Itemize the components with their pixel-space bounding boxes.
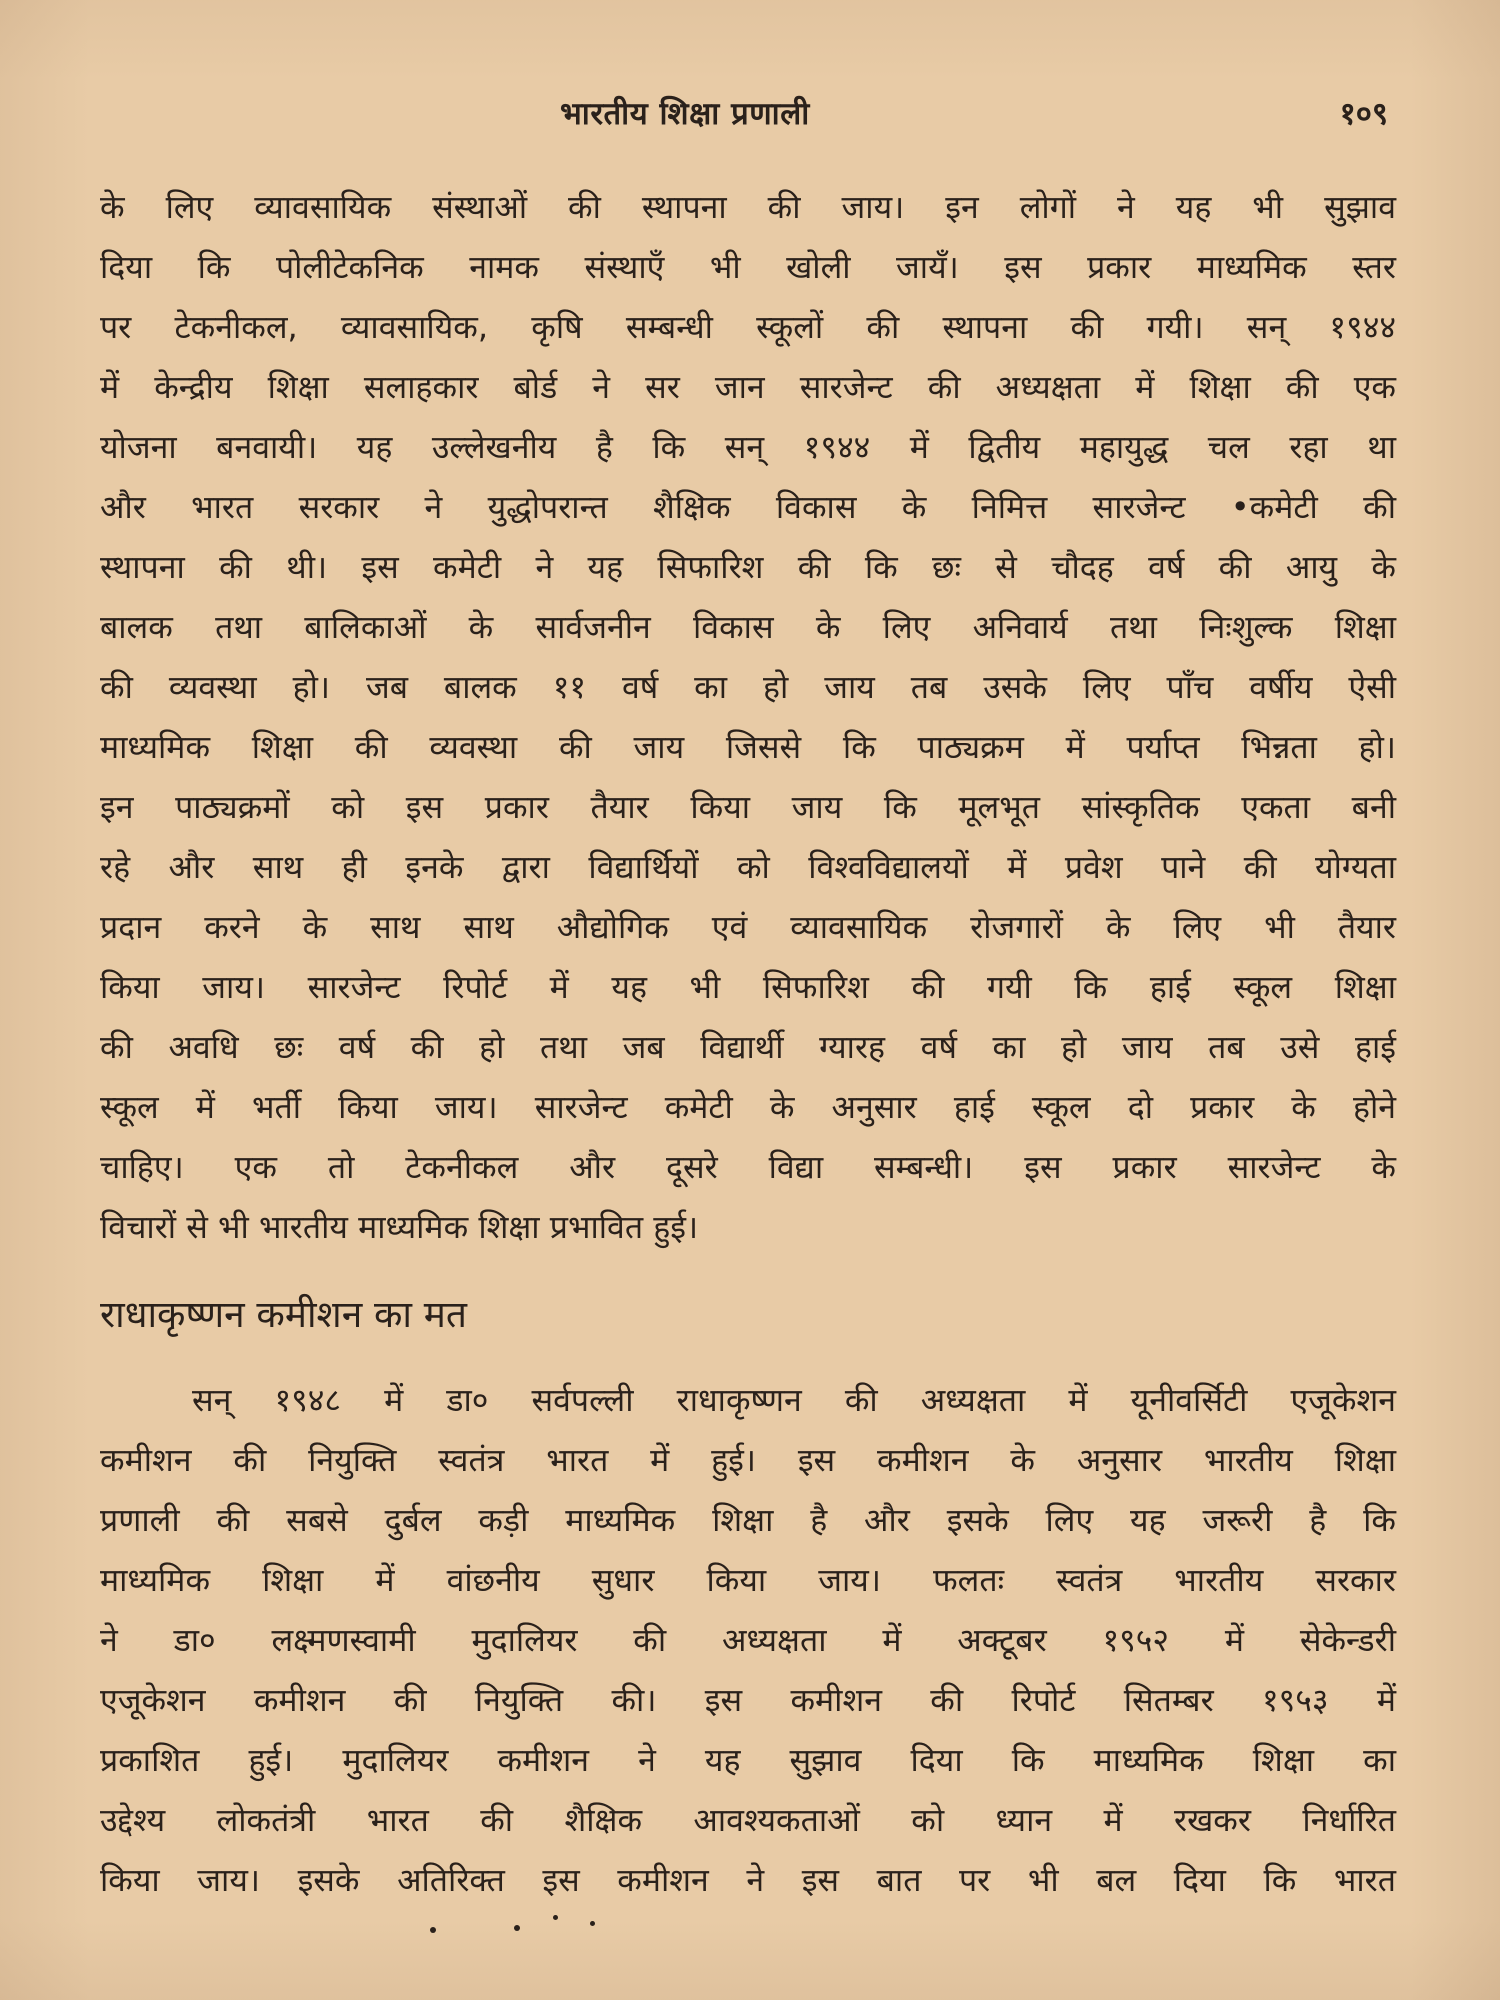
paragraph-2-line-2: कमीशन की नियुक्ति स्वतंत्र भारत में हुई। इस कमीशन के अनुसार भारतीय शिक्षा	[100, 1441, 1396, 1479]
paragraph-1-line-8: बालक तथा बालिकाओं के सार्वजनीन विकास के लिए अनिवार्य तथा निःशुल्क शिक्षा	[100, 608, 1396, 646]
paragraph-1-line-10: माध्यमिक शिक्षा की व्यवस्था की जाय जिससे कि पाठ्यक्रम में पर्याप्त भिन्नता हो।	[100, 728, 1396, 766]
paragraph-2-line-8: उद्देश्य लोकतंत्री भारत की शैक्षिक आवश्यकताओं को ध्यान में रखकर निर्धारित	[100, 1801, 1396, 1839]
ink-speck	[430, 1927, 436, 1933]
paragraph-2-line-1: सन् १९४८ में डा० सर्वपल्ली राधाकृष्णन की अध्यक्षता में यूनीवर्सिटी एजूकेशन	[192, 1381, 1396, 1419]
running-title: भारतीय शिक्षा प्रणाली	[560, 96, 810, 132]
paragraph-1-line-1: के लिए व्यावसायिक संस्थाओं की स्थापना की जाय। इन लोगों ने यह भी सुझाव	[100, 188, 1396, 226]
running-head	[0, 92, 1500, 138]
section-heading: राधाकृष्णन कमीशन का मत	[100, 1293, 467, 1336]
ink-specks	[420, 1915, 620, 1945]
ink-speck	[590, 1921, 595, 1926]
paragraph-1-line-9: की व्यवस्था हो। जब बालक ११ वर्ष का हो जाय तब उसके लिए पाँच वर्षीय ऐसी	[100, 668, 1396, 706]
paragraph-1-line-15: की अवधि छः वर्ष की हो तथा जब विद्यार्थी ग्यारह वर्ष का हो जाय तब उसे हाई	[100, 1028, 1396, 1066]
paragraph-2-line-3: प्रणाली की सबसे दुर्बल कड़ी माध्यमिक शिक्षा है और इसके लिए यह जरूरी है कि	[100, 1501, 1396, 1539]
page-number: १०९	[1339, 96, 1388, 132]
paragraph-2-line-6: एजूकेशन कमीशन की नियुक्ति की। इस कमीशन की रिपोर्ट सितम्बर १९५३ में	[100, 1681, 1396, 1719]
paragraph-1-line-17: चाहिए। एक तो टेकनीकल और दूसरे विद्या सम्बन्धी। इस प्रकार सारजेन्ट के	[100, 1148, 1396, 1186]
paragraph-2-line-4: माध्यमिक शिक्षा में वांछनीय सुधार किया जाय। फलतः स्वतंत्र भारतीय सरकार	[100, 1561, 1396, 1599]
paragraph-1-line-7: स्थापना की थी। इस कमेटी ने यह सिफारिश की कि छः से चौदह वर्ष की आयु के	[100, 548, 1396, 586]
paragraph-1-line-14: किया जाय। सारजेन्ट रिपोर्ट में यह भी सिफारिश की गयी कि हाई स्कूल शिक्षा	[100, 968, 1396, 1006]
paragraph-1-line-5: योजना बनवायी। यह उल्लेखनीय है कि सन् १९४४ में द्वितीय महायुद्ध चल रहा था	[100, 428, 1396, 466]
paragraph-1-line-16: स्कूल में भर्ती किया जाय। सारजेन्ट कमेटी के अनुसार हाई स्कूल दो प्रकार के होने	[100, 1088, 1396, 1126]
paragraph-1-line-18: विचारों से भी भारतीय माध्यमिक शिक्षा प्रभावित हुई।	[100, 1208, 699, 1246]
paragraph-1-line-4: में केन्द्रीय शिक्षा सलाहकार बोर्ड ने सर जान सारजेन्ट की अध्यक्षता में शिक्षा की एक	[100, 368, 1396, 406]
ink-speck	[553, 1915, 558, 1920]
paragraph-1-line-3: पर टेकनीकल, व्यावसायिक, कृषि सम्बन्धी स्कूलों की स्थापना की गयी। सन् १९४४	[100, 308, 1396, 346]
paragraph-1-line-11: इन पाठ्यक्रमों को इस प्रकार तैयार किया जाय कि मूलभूत सांस्कृतिक एकता बनी	[100, 788, 1396, 826]
ink-speck	[514, 1925, 520, 1931]
paragraph-2-line-9: किया जाय। इसके अतिरिक्त इस कमीशन ने इस बात पर भी बल दिया कि भारत	[100, 1861, 1396, 1899]
paragraph-1-line-13: प्रदान करने के साथ साथ औद्योगिक एवं व्यावसायिक रोजगारों के लिए भी तैयार	[100, 908, 1396, 946]
paragraph-1-line-2: दिया कि पोलीटेकनिक नामक संस्थाएँ भी खोली जायँ। इस प्रकार माध्यमिक स्तर	[100, 248, 1396, 286]
paragraph-1-line-6: और भारत सरकार ने युद्धोपरान्त शैक्षिक विकास के निमित्त सारजेन्ट •कमेटी की	[100, 488, 1396, 526]
paragraph-2-line-5: ने डा० लक्ष्मणस्वामी मुदालियर की अध्यक्षता में अक्टूबर १९५२ में सेकेन्डरी	[100, 1621, 1396, 1659]
paragraph-2-line-7: प्रकाशित हुई। मुदालियर कमीशन ने यह सुझाव दिया कि माध्यमिक शिक्षा का	[100, 1741, 1396, 1779]
paragraph-1-line-12: रहे और साथ ही इनके द्वारा विद्यार्थियों को विश्वविद्यालयों में प्रवेश पाने की योग्यता	[100, 848, 1396, 886]
